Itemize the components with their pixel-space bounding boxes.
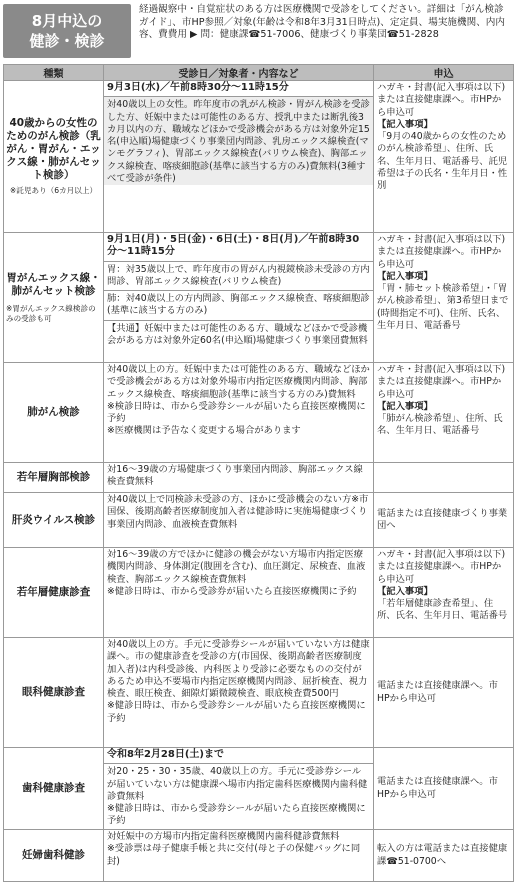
table-row [4, 363, 514, 463]
title-line1: 8月中込の [31, 12, 103, 30]
category-note: ※胃がんエックス線検診のみの受診も可 [6, 303, 96, 323]
apply-text: 電話または直接健康課へ。市HPから申込可 [377, 776, 498, 800]
row-category [4, 81, 104, 233]
row-apply [374, 233, 514, 363]
row-category [4, 493, 104, 548]
row-note1: ※検診日時は、市から受診券シールが届いたら直接医療機関に予約 [107, 400, 366, 425]
row-detail-a: 胃：対35歳以上で、昨年度市の胃がん内視鏡検診未受診の方内問診、胃部エックス線検査(バリウム検査) [104, 261, 373, 289]
apply-items: 「胃・肺セット検診希望」・「胃がん検診希望」、第3希望日まで(時間指定不可)、住所、氏名、生年月日、電話番号 [377, 283, 509, 332]
table-header-row [4, 65, 514, 81]
row-note1: ※健診日時は、市から受診券シールが届いたら直接医療機関に予約 [107, 700, 366, 724]
row-apply [374, 748, 514, 830]
table-row [4, 81, 514, 233]
category-label: 眼科健康診査 [22, 686, 85, 698]
row-detail-text: 対20・25・30・35歳、40歳以上の方。手元に受診券シールが届いていない方は健康課へ場市内指定歯科医療機関内歯科健診費無料 [104, 763, 373, 803]
row-date: 9月1日(月)・5日(金)・6日(土)・8日(月)／午前8時30分〜11時15分 [107, 234, 360, 258]
column-header-details: 受診日／対象者・内容など [104, 65, 374, 81]
row-details [104, 548, 374, 638]
table-row [4, 548, 514, 638]
row-apply [374, 81, 514, 233]
column-header-type: 種類 [4, 65, 104, 81]
apply-text: ハガキ・封書(記入事項は以下)または直接健康課へ。市HPから申込可 [377, 234, 506, 270]
row-category [4, 638, 104, 748]
row-detail-text: 対16〜39歳の方場健康づくり事業団内問診、胸部エックス線検査費無料 [107, 464, 363, 488]
table-row [4, 830, 514, 882]
row-details [104, 493, 374, 548]
apply-items: 「若年層健康診査希望」、住所、氏名、生年月日、電話番号 [377, 598, 508, 622]
row-apply [374, 493, 514, 548]
row-note1: ※健診日時は、市から受診券が届いたら直接医療機関に予約 [107, 585, 357, 597]
row-details [104, 638, 374, 748]
title-line2: 健診・検診 [29, 32, 105, 50]
row-category [4, 233, 104, 363]
apply-text: ハガキ・封書(記入事項は以下)または直接健康課へ。市HPから申込可 [377, 549, 506, 585]
row-detail-text: 対40歳以上で同検診未受診の方、ほかに受診機会のない方※市国保、後期高齢者医療制度加入者は健診時に実施場健康づくり事業団内問診、血液検査費無料 [107, 494, 369, 530]
category-label: 40歳からの女性のためのがん検診（乳がん・胃がん・エックス線・肺がんセット検診） [6, 117, 101, 181]
row-details [104, 233, 374, 363]
row-note2: ※医療機関は予告なく変更する場合があります [107, 425, 301, 437]
row-apply [374, 548, 514, 638]
apply-items: 「肺がん検診希望」、住所、氏名、生年月日、電話番号 [377, 413, 503, 437]
row-category [4, 463, 104, 493]
row-category [4, 548, 104, 638]
row-detail-c: 【共通】妊娠中または可能性のある方、職域などほかで受診機会がある方は対象外定60名(申込順)場健康づくり事業団費無料 [104, 320, 373, 348]
row-details [104, 463, 374, 493]
row-apply [374, 363, 514, 463]
row-note1: ※受診票は母子健康手帳と共に交付(母と子の保健バッグに同封) [107, 843, 361, 867]
category-label: 肝炎ウイルス検診 [11, 513, 96, 526]
apply-text: 転入の方は電話または直接健康課☎51-0700へ [377, 843, 508, 867]
row-date: 9月3日(水)／午前8時30分〜11時15分 [107, 82, 289, 93]
row-details [104, 81, 374, 233]
row-apply [374, 463, 514, 493]
row-details [104, 748, 374, 830]
table-row [4, 493, 514, 548]
row-detail-b: 肺：対40歳以上の方内問診、胸部エックス線検査、喀痰細胞診(基準に該当する方のみ) [104, 290, 373, 318]
row-apply [374, 830, 514, 882]
apply-heading: 【記入事項】 [377, 118, 433, 130]
row-detail-text: 対40歳以上の方。妊娠中または可能性のある方、職域などほかで受診機会がある方は対象外場市内指定医療機関内問診、胸部エックス線検査、喀痰細胞診(基準に該当する方のみ)費無料 [107, 364, 370, 400]
apply-heading: 【記入事項】 [377, 270, 433, 282]
row-detail-text: 対16〜39歳の方でほかに健診の機会がない方場市内指定医療機関内問診、身体測定(腹囲を含む)、血圧測定、尿検査、血液検査、胸部エックス線検査費無料 [107, 549, 366, 585]
row-detail-text: 対40歳以上の女性。昨年度市の乳がん検診・胃がん検診を受診した方、妊娠中または可能性のある方、授乳中または断乳後3カ月以内の方、職域などほかで受診機会がある方は対象外定15名(申込順)場健康づくり事業団内問診、乳房エックス線検査(マンモグラフィ)、胃部エックス線検査(バリウム検査)、胸部エックス線検査、喀痰細胞診(基準に該当する方のみ)費無料(3種すべて受診が条件) [104, 96, 373, 185]
category-note: ※託児あり（6カ月以上） [9, 186, 98, 195]
category-label: 歯科健康診査 [22, 782, 85, 794]
category-label: 肺がん検診 [27, 406, 80, 418]
apply-heading: 【記入事項】 [377, 585, 433, 597]
category-label: 胃がんエックス線・肺がんセット検診 [6, 271, 101, 297]
checkup-table [3, 64, 514, 882]
row-detail-text: 対40歳以上の方。手元に受診券シールが届いていない方は健康課へ。市の健康診査を受診の方(市国保、後期高齢者医療制度加入者)は内科受診後、内科医より受診に必要なものの交付があるため申込不要場市内指定医療機関内問診、屈折検査、視力検査、眼圧検査、細隙灯顕微鏡検査、眼底検査費500円 [107, 639, 370, 700]
table-row [4, 748, 514, 830]
row-category [4, 363, 104, 463]
row-details [104, 830, 374, 882]
intro-text: 経過観察中・自覚症状のある方は医療機関で受診をしてください。詳細は「がん検診ガイド」、市HP参照／対象(年齢は令和8年3月31日時点)、定定員、場実施機関、内内容、費費用 ▶ 問：健康課☎51-7006、健康づくり事業団☎51-2828 [139, 4, 505, 40]
apply-text: ハガキ・封書(記入事項は以下)または直接健康課へ。市HPから申込可 [377, 82, 506, 118]
apply-text: 電話または直接健康課へ。市HPから申込可 [377, 680, 498, 704]
row-date: 令和8年2月28日(土)まで [107, 749, 224, 760]
table-row [4, 638, 514, 748]
table-row [4, 463, 514, 493]
row-apply [374, 638, 514, 748]
apply-text: ハガキ・封書(記入事項は以下)または直接健康課へ。市HPから申込可 [377, 364, 506, 400]
row-details [104, 363, 374, 463]
title-box [3, 4, 131, 58]
row-category [4, 748, 104, 830]
category-label: 若年層胸部検診 [16, 471, 91, 483]
apply-heading: 【記入事項】 [377, 400, 433, 412]
table-row [4, 233, 514, 363]
apply-items: 「9月の40歳からの女性のためのがん検診希望」、住所、氏名、生年月日、電話番号、託児希望は子の氏名・生年月日・性別 [377, 131, 508, 192]
column-header-apply: 申込 [374, 65, 514, 81]
row-category [4, 830, 104, 882]
category-label: 妊婦歯科健診 [22, 849, 85, 861]
apply-text: 電話または直接健康づくり事業団へ [377, 507, 508, 531]
category-label: 若年層健康診査 [16, 586, 91, 598]
row-detail-text: 対妊娠中の方場市内指定歯科医療機関内歯科健診費無料 [107, 831, 340, 842]
row-note1: ※健診日時は、市から受診券シールが届いたら直接医療機関に予約 [107, 803, 366, 827]
header [3, 4, 513, 62]
